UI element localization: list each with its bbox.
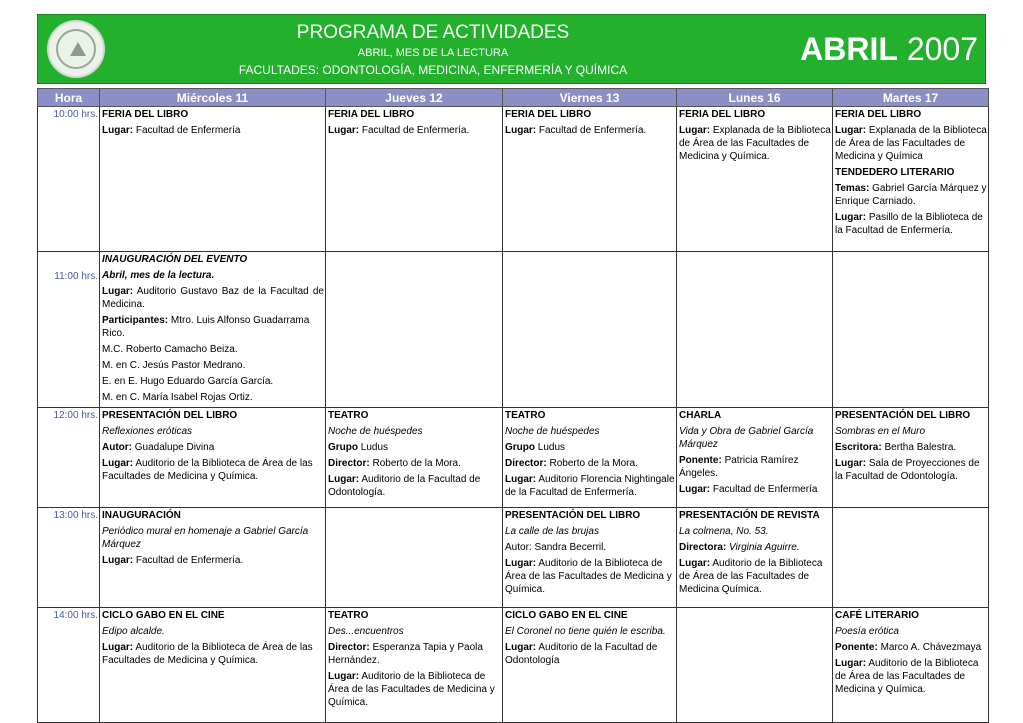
event-detail: Lugar: Auditorio de la Facultad de Odontología. — [328, 474, 481, 498]
event-detail: Autor: Guadalupe Divina — [102, 442, 215, 453]
event-detail: Lugar: Auditorio de la Facultad de Odontología — [505, 642, 658, 666]
event-detail: Ponente: Marco A. Chávezmaya — [835, 642, 982, 653]
event-cell — [833, 107, 989, 252]
event-subtitle: Noche de huéspedes — [328, 426, 423, 437]
page-title: PROGRAMA DE ACTIVIDADES — [296, 22, 570, 43]
event-detail: Director: Roberto de la Mora. — [505, 458, 638, 469]
event-detail: Escritora: Bertha Balestra. — [835, 442, 957, 453]
event-title: TEATRO — [328, 610, 369, 621]
event-subtitle: Vida y Obra de Gabriel García Márquez — [679, 426, 814, 450]
event-title: CAFÉ LITERARIO — [835, 610, 919, 621]
empty-cell — [833, 508, 989, 608]
col-header-miercoles: Miércoles 11 — [100, 89, 326, 107]
event-cell — [100, 408, 326, 508]
participant-name: M. en C. María Isabel Rojas Ortiz. — [102, 392, 253, 403]
event-title: CICLO GABO EN EL CINE — [102, 610, 225, 621]
empty-cell — [326, 252, 503, 408]
year-label: 2007 — [906, 31, 978, 67]
month-label: ABRIL — [800, 31, 898, 67]
event-detail: Grupo Ludus — [505, 442, 566, 453]
event-title: FERIA DEL LIBRO — [328, 109, 415, 120]
event-detail: Autor: Sandra Becerril. — [505, 542, 607, 553]
header-row — [38, 89, 989, 107]
col-header-martes: Martes 17 — [833, 89, 989, 107]
event-detail: Lugar: Auditorio de la Biblioteca de Área de las Facultades de Medicina y Química. — [102, 458, 313, 482]
page-header — [37, 14, 986, 84]
event-cell — [100, 107, 326, 252]
event-title: TENDEDERO LITERARIO — [835, 167, 955, 178]
event-title: INAUGURACIÓN — [102, 510, 181, 521]
table-row — [38, 408, 989, 508]
empty-cell — [677, 608, 833, 723]
empty-cell — [326, 508, 503, 608]
participant-name: M.C. Roberto Camacho Beiza. — [102, 344, 238, 355]
event-title: PRESENTACIÓN DEL LIBRO — [505, 510, 641, 521]
event-title: INAUGURACIÓN DEL EVENTO — [102, 254, 248, 265]
event-cell — [100, 508, 326, 608]
event-cell — [677, 508, 833, 608]
event-subtitle: Edipo alcalde. — [102, 626, 165, 637]
event-subtitle: Reflexiones eróticas — [102, 426, 193, 437]
time-cell: 11:00 hrs. — [38, 252, 100, 408]
event-detail: Participantes: Mtro. Luis Alfonso Guadarrama Rico. — [102, 315, 310, 339]
event-title: FERIA DEL LIBRO — [102, 109, 189, 120]
event-detail: Lugar: Explanada de la Biblioteca de Área de las Facultades de Medicina y Química. — [679, 125, 831, 162]
time-cell: 10:00 hrs. — [38, 107, 100, 252]
event-title: PRESENTACIÓN DE REVISTA — [679, 510, 820, 521]
col-header-jueves: Jueves 12 — [326, 89, 503, 107]
event-detail: Lugar: Facultad de Enfermería. — [328, 125, 470, 136]
table-row — [38, 252, 989, 408]
month-year — [773, 31, 978, 67]
event-detail: Lugar: Explanada de la Biblioteca de Área de las Facultades de Medicina y Química — [835, 125, 987, 162]
event-subtitle: Poesía erótica — [835, 626, 899, 637]
event-subtitle: El Coronel no tiene quién le escriba. — [505, 626, 666, 637]
event-cell — [503, 408, 677, 508]
event-subtitle: Abril, mes de la lectura. — [102, 270, 215, 281]
event-cell — [100, 608, 326, 723]
event-detail: Temas: Gabriel García Márquez y Enrique Carniado. — [835, 183, 987, 207]
time-cell: 13:00 hrs. — [38, 508, 100, 608]
page-subtitle: ABRIL, MES DE LA LECTURA — [357, 47, 509, 59]
event-title: TEATRO — [328, 410, 369, 421]
event-title: FERIA DEL LIBRO — [835, 109, 922, 120]
event-detail: Director: Roberto de la Mora. — [328, 458, 461, 469]
event-title: PRESENTACIÓN DEL LIBRO — [835, 410, 971, 421]
event-subtitle: La colmena, No. 53. — [679, 526, 769, 537]
event-detail: Lugar: Auditorio de la Biblioteca de Área de las Facultades de Medicina y Química. — [102, 642, 313, 666]
event-detail: Director: Esperanza Tapia y Paola Hernández. — [328, 642, 483, 666]
event-subtitle: Des...encuentros — [328, 626, 404, 637]
event-detail: Lugar: Sala de Proyecciones de la Facultad de Odontología. — [835, 458, 980, 482]
event-cell — [833, 608, 989, 723]
event-detail: Lugar: Facultad de Enfermería. — [102, 555, 244, 566]
event-subtitle: La calle de las brujas — [505, 526, 599, 537]
seal-ring — [56, 29, 96, 69]
event-detail: Lugar: Auditorio de la Biblioteca de Área de las Facultades de Medicina y Química. — [328, 671, 495, 708]
time-cell: 12:00 hrs. — [38, 408, 100, 508]
event-title: CHARLA — [679, 410, 722, 421]
event-cell — [677, 107, 833, 252]
table-row — [38, 107, 989, 252]
seal-emblem — [70, 42, 86, 56]
event-cell — [503, 107, 677, 252]
event-subtitle: Noche de huéspedes — [505, 426, 600, 437]
event-detail: Lugar: Auditorio de la Biblioteca de Área de las Facultades de Medicina Química. — [679, 558, 823, 595]
event-title: FERIA DEL LIBRO — [505, 109, 592, 120]
event-subtitle: Periódico mural en homenaje a Gabriel García Márquez — [102, 526, 309, 550]
event-detail: Lugar: Auditorio de la Biblioteca de Área de las Facultades de Medicina y Química. — [835, 658, 979, 695]
event-detail: Grupo Ludus — [328, 442, 389, 453]
table-row — [38, 508, 989, 608]
event-detail: Lugar: Facultad de Enfermería — [679, 484, 818, 495]
event-cell — [833, 408, 989, 508]
empty-cell — [677, 252, 833, 408]
event-detail: Lugar: Facultad de Enfermería. — [505, 125, 647, 136]
empty-cell — [503, 252, 677, 408]
event-cell — [503, 608, 677, 723]
event-detail: Lugar: Pasillo de la Biblioteca de la Facultad de Enfermería. — [835, 212, 983, 236]
event-title: FERIA DEL LIBRO — [679, 109, 766, 120]
faculties-line: FACULTADES: ODONTOLOGÍA, MEDICINA, ENFERMERÍA Y QUÍMICA — [238, 63, 628, 77]
event-cell — [677, 408, 833, 508]
schedule-table — [37, 88, 989, 723]
event-detail: Lugar: Auditorio de la Biblioteca de Área de las Facultades de Medicina y Química. — [505, 558, 672, 595]
empty-cell — [833, 252, 989, 408]
event-subtitle: Sombras en el Muro — [835, 426, 926, 437]
table-row — [38, 608, 989, 723]
event-detail: Directora: Virginia Aguirre. — [679, 542, 800, 553]
event-detail: Lugar: Facultad de Enfermería — [102, 125, 241, 136]
event-cell — [326, 107, 503, 252]
participant-name: E. en E. Hugo Eduardo García García. — [102, 376, 274, 387]
university-seal-logo — [47, 20, 105, 78]
col-header-hora: Hora — [38, 89, 100, 107]
event-cell — [503, 508, 677, 608]
col-header-viernes: Viernes 13 — [503, 89, 677, 107]
event-detail: Lugar: Auditorio Florencia Nightingale de la Facultad de Enfermería. — [505, 474, 675, 498]
event-cell — [326, 408, 503, 508]
col-header-lunes: Lunes 16 — [677, 89, 833, 107]
event-cell — [326, 608, 503, 723]
event-cell — [100, 252, 326, 408]
participant-name: M. en C. Jesús Pastor Medrano. — [102, 360, 246, 371]
event-title: TEATRO — [505, 410, 546, 421]
event-detail: Ponente: Patricia Ramírez Ángeles. — [679, 455, 799, 479]
event-detail: Lugar: Auditorio Gustavo Baz de la Facultad de Medicina. — [102, 286, 324, 310]
event-title: PRESENTACIÓN DEL LIBRO — [102, 410, 238, 421]
time-cell: 14:00 hrs. — [38, 608, 100, 723]
event-title: CICLO GABO EN EL CINE — [505, 610, 628, 621]
